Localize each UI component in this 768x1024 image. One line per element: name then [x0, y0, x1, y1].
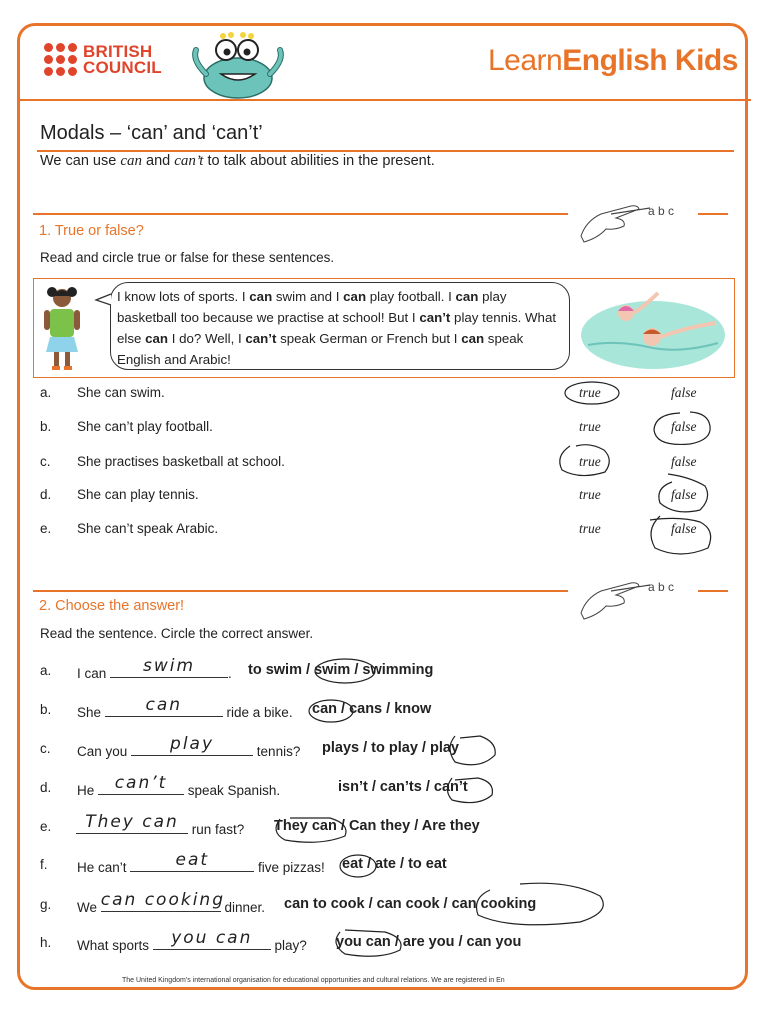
story-segment: speak English and Arabic!: [117, 331, 524, 367]
section1-divider: [33, 213, 568, 215]
intro-part-3: to talk about abilities in the present.: [203, 153, 435, 169]
handwritten-answer: swim: [143, 656, 196, 676]
intro-part-1: We can use: [40, 153, 121, 169]
item-sentence: She practises basketball at school.: [77, 454, 285, 469]
writing-hand-icon-2: [576, 573, 656, 623]
story-segment: I know lots of sports. I: [117, 289, 250, 304]
logo-english: English: [562, 44, 668, 77]
true-option[interactable]: true: [579, 454, 601, 469]
intro-word-cant: can’t: [174, 153, 204, 169]
logo-dots-icon: [44, 43, 77, 76]
girl-character-icon: [40, 282, 84, 374]
british-council-logo: [44, 43, 162, 76]
answer-blank[interactable]: [98, 773, 184, 795]
story-modal-word: can’t: [419, 310, 451, 325]
answer-blank[interactable]: [153, 928, 271, 950]
item-sentence: She can’t play football.: [77, 419, 213, 434]
true-option[interactable]: true: [579, 419, 601, 434]
section1-instruction: Read and circle true or false for these sentences.: [40, 250, 335, 265]
sentence-start: We: [77, 900, 101, 915]
false-option[interactable]: false: [671, 487, 697, 502]
story-text: [117, 286, 567, 370]
story-modal-word: can: [343, 289, 367, 304]
sentence-start: I can: [77, 666, 111, 681]
section2-divider-end: [698, 590, 728, 592]
answer-blank[interactable]: [131, 734, 253, 756]
sentence-end: dinner.: [220, 900, 266, 915]
answer-options[interactable]: They can / Can they / Are they: [274, 818, 480, 834]
sentence-end: ride a bike.: [222, 705, 293, 720]
item-sentence: She can swim.: [77, 385, 165, 400]
item-letter: d.: [40, 780, 52, 795]
sentence-end: run fast?: [188, 822, 245, 837]
header-divider: [17, 99, 751, 101]
sentence-start: He can’t: [77, 860, 131, 875]
true-option[interactable]: true: [579, 487, 601, 502]
sentence-end: speak Spanish.: [184, 783, 281, 798]
item-letter: f.: [40, 857, 48, 872]
bubble-tail: [94, 292, 114, 308]
intro-word-can: can: [120, 153, 143, 169]
sentence-start: What sports: [77, 938, 153, 953]
handwritten-answer: can: [145, 695, 183, 715]
story-modal-word: can: [455, 289, 479, 304]
sentence-end: play?: [270, 938, 307, 953]
writing-hand-icon: [576, 196, 656, 246]
story-modal-word: can: [145, 331, 169, 346]
handwritten-answer: play: [170, 734, 215, 754]
story-modal-word: can: [461, 331, 485, 346]
section1-title: 1. True or false?: [39, 223, 144, 239]
story-modal-word: can’t: [245, 331, 277, 346]
true-option[interactable]: true: [579, 521, 601, 536]
false-option[interactable]: false: [671, 385, 697, 400]
answer-blank[interactable]: [100, 890, 225, 912]
answer-options[interactable]: eat / ate / to eat: [342, 856, 447, 872]
sentence-end: .: [228, 666, 232, 681]
answer-blank[interactable]: [76, 812, 188, 834]
item-sentence: She can play tennis.: [77, 487, 199, 502]
item-letter: c.: [40, 454, 51, 469]
logo-line-2: COUNCIL: [83, 57, 162, 77]
item-letter: a.: [40, 663, 52, 678]
page-title: Modals – ‘can’ and ‘can’t’: [40, 122, 263, 144]
abc-label: a b c: [648, 204, 675, 218]
item-letter: e.: [40, 819, 52, 834]
item-letter: e.: [40, 521, 52, 536]
answer-options[interactable]: can / cans / know: [312, 701, 432, 717]
logo-learn: Learn: [488, 44, 563, 77]
answer-blank[interactable]: [110, 656, 228, 678]
answer-options[interactable]: can to cook / can cook / can cooking: [284, 896, 537, 912]
handwritten-answer: you can: [171, 928, 253, 948]
item-letter: b.: [40, 419, 52, 434]
answer-options[interactable]: you can / are you / can you: [336, 934, 522, 950]
handwritten-answer: can’t: [114, 773, 168, 793]
item-letter: c.: [40, 741, 51, 756]
answer-blank[interactable]: [105, 695, 223, 717]
sentence-end: tennis?: [253, 744, 301, 759]
false-option[interactable]: false: [671, 454, 697, 469]
item-letter: a.: [40, 385, 52, 400]
sentence-start: Can you: [77, 744, 132, 759]
learnenglish-kids-logo: [488, 44, 738, 78]
true-option[interactable]: true: [579, 385, 601, 400]
sentence-start: He: [77, 783, 99, 798]
false-option[interactable]: false: [671, 419, 697, 434]
item-letter: b.: [40, 702, 52, 717]
intro-part-2: and: [142, 153, 175, 169]
answer-options[interactable]: plays / to play / play: [322, 740, 459, 756]
handwritten-answer: They can: [85, 812, 179, 832]
story-modal-word: can: [249, 289, 273, 304]
false-option[interactable]: false: [671, 521, 697, 536]
section2-title: 2. Choose the answer!: [39, 598, 185, 614]
sentence-end: five pizzas!: [254, 860, 325, 875]
intro-text: [40, 153, 435, 170]
abc-label-2: a b c: [648, 580, 675, 594]
logo-line-1: BRITISH: [83, 41, 153, 61]
section2-divider: [33, 590, 568, 592]
story-segment: play tennis. What else: [117, 310, 557, 346]
footer-text: The United Kingdom’s international organisation for educational opportunities and cultural relations. We are registered in En: [122, 977, 505, 984]
answer-blank[interactable]: [130, 850, 254, 872]
handwritten-answer: can cooking: [100, 890, 225, 910]
item-sentence: She can’t speak Arabic.: [77, 521, 219, 536]
item-letter: h.: [40, 935, 52, 950]
story-segment: swim and I: [272, 289, 344, 304]
story-segment: play basketball too because we practise at school! But I: [117, 289, 507, 325]
answer-options[interactable]: to swim / swim / swimming: [248, 662, 434, 678]
title-divider: [37, 150, 734, 152]
swimmers-icon: [578, 285, 728, 373]
story-segment: speak German or French but I: [276, 331, 462, 346]
story-segment: play football. I: [366, 289, 456, 304]
logo-kids: Kids: [674, 44, 738, 77]
item-letter: d.: [40, 487, 52, 502]
section2-instruction: Read the sentence. Circle the correct answer.: [40, 626, 314, 641]
handwritten-answer: eat: [175, 850, 210, 870]
sentence-start: She: [77, 705, 105, 720]
section1-divider-end: [698, 213, 728, 215]
answer-options[interactable]: isn’t / can’ts / can’t: [338, 779, 468, 795]
story-segment: I do? Well, I: [168, 331, 246, 346]
monster-mascot-icon: [188, 30, 288, 100]
item-letter: g.: [40, 897, 52, 912]
